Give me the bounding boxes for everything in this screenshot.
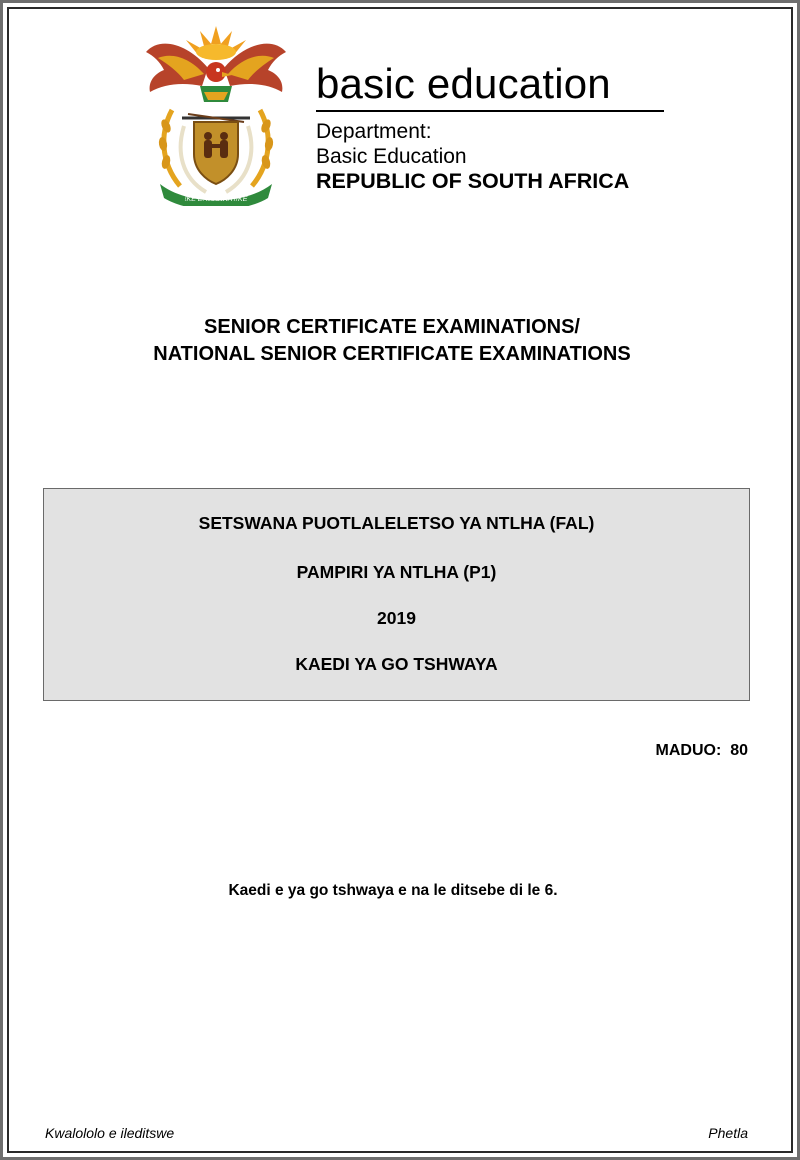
exam-title-line-1: SENIOR CERTIFICATE EXAMINATIONS/ [204, 316, 580, 338]
subject-box [43, 488, 750, 701]
brand-line-department: Department: [316, 120, 432, 143]
department-branding [316, 60, 666, 194]
emblem-motto: !KE E: /XARRA //KE [184, 196, 248, 203]
subject-doc-type: KAEDI YA GO TSHWAYA [295, 654, 498, 674]
pages-note: Kaedi e ya go tshwaya e na le ditsebe di le 6. [228, 882, 558, 899]
brand-line-republic: REPUBLIC OF SOUTH AFRICA [316, 169, 630, 193]
brand-line-basic-education: Basic Education [316, 145, 467, 168]
subject-year: 2019 [377, 608, 416, 628]
coat-of-arms-icon [138, 22, 294, 206]
footer-copyright: Kwalololo e ileditswe [45, 1125, 175, 1141]
brand-title: basic education [316, 60, 611, 107]
brand-divider [316, 110, 664, 112]
exam-title [0, 314, 784, 368]
subject-paper: PAMPIRI YA NTLHA (P1) [296, 562, 497, 582]
exam-title-line-2: NATIONAL SENIOR CERTIFICATE EXAMINATIONS [153, 343, 631, 365]
subject-name: SETSWANA PUOTLALELETSO YA NTLHA (FAL) [198, 513, 595, 533]
total-marks: MADUO: 80 [655, 742, 748, 759]
footer-turn-over: Phetla [708, 1125, 748, 1141]
